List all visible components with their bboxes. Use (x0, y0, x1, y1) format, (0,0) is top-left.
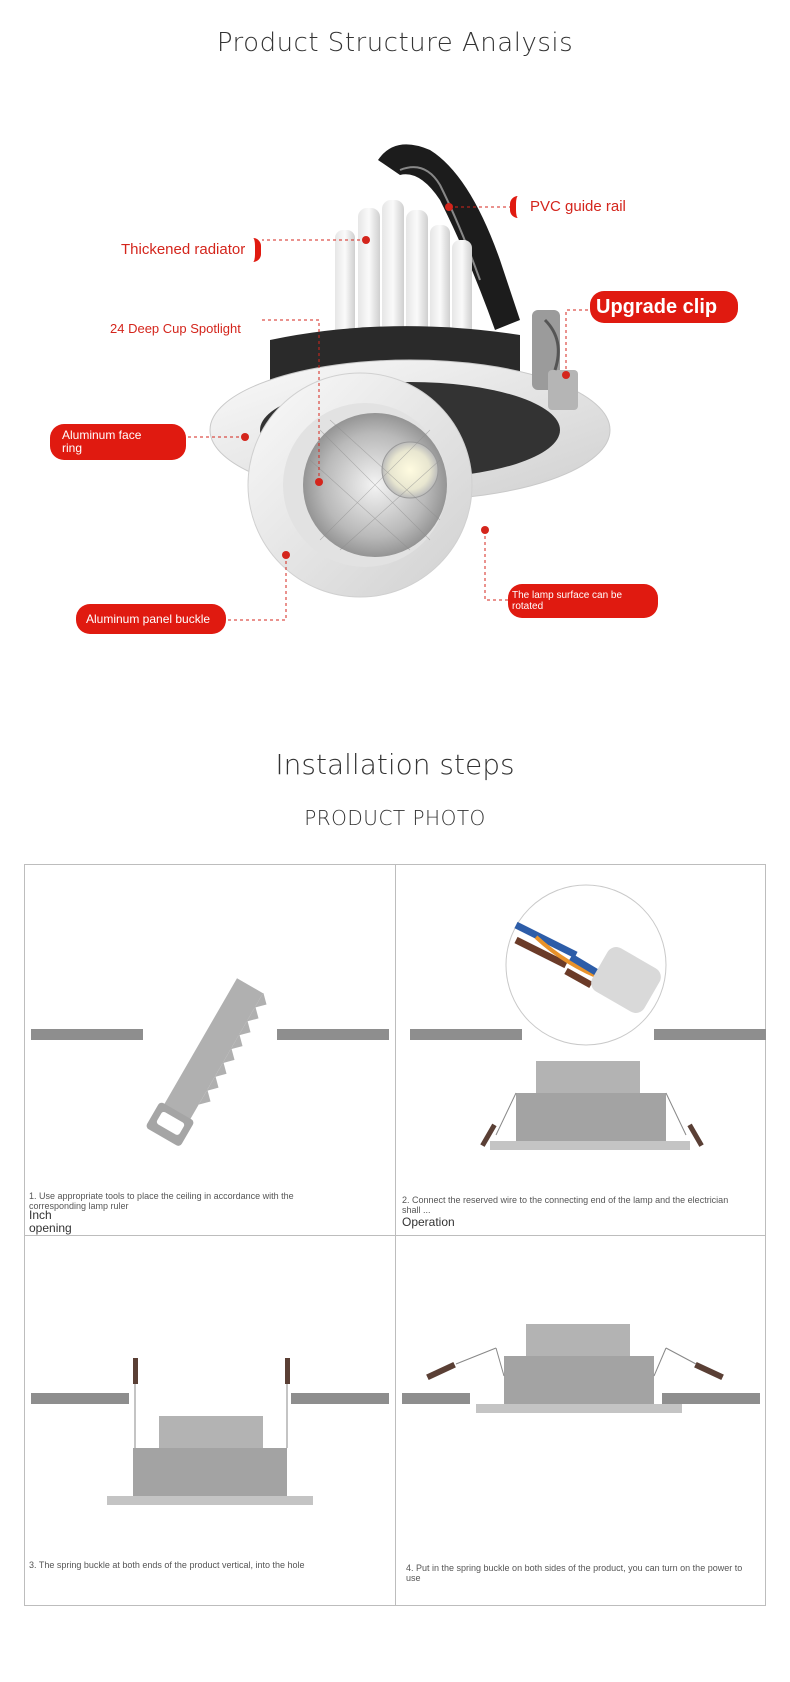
step-3 (25, 1236, 396, 1607)
step-4 (396, 1236, 767, 1607)
label-aluminum-face-ring: Aluminum face ring (50, 424, 186, 460)
step-1-caption: 1. Use appropriate tools to place the ceiling in accordance with the corresponding lamp ruler (29, 1191, 294, 1211)
structure-title: Product Structure Analysis (216, 28, 574, 58)
product-illustration (0, 130, 790, 670)
step-4-caption: 4. Put in the spring buckle on both sides of the product, you can turn on the power to use (406, 1563, 743, 1583)
step-1-illustration (25, 865, 395, 1195)
installation-title: Installation steps (275, 748, 515, 781)
saw-icon (145, 976, 270, 1149)
installation-subtitle: PRODUCT PHOTO (304, 806, 486, 830)
label-lamp-rotated: The lamp surface can be rotated (508, 584, 658, 618)
label-pvc-guide-rail: PVC guide rail (510, 196, 626, 218)
step-1-extra-1: Inch (29, 1208, 52, 1222)
step-2-illustration (396, 865, 766, 1205)
label-upgrade-clip: Upgrade clip (590, 291, 738, 323)
step-2-extra-1: Operation (402, 1215, 455, 1229)
step-2 (396, 865, 767, 1236)
label-aluminum-panel-buckle: Aluminum panel buckle (76, 604, 226, 634)
step-1-extra-2: opening (29, 1221, 72, 1235)
label-deep-cup-spotlight: 24 Deep Cup Spotlight (110, 321, 241, 336)
step-4-illustration (396, 1236, 766, 1556)
step-2-caption: 2. Connect the reserved wire to the connecting end of the lamp and the electrician shall ... (402, 1195, 729, 1215)
step-3-caption: 3. The spring buckle at both ends of the product vertical, into the hole (29, 1560, 305, 1570)
step-3-illustration (25, 1236, 395, 1556)
step-1 (25, 865, 396, 1236)
installation-steps-grid (24, 864, 766, 1606)
label-thickened-radiator: Thickened radiator (121, 238, 261, 262)
